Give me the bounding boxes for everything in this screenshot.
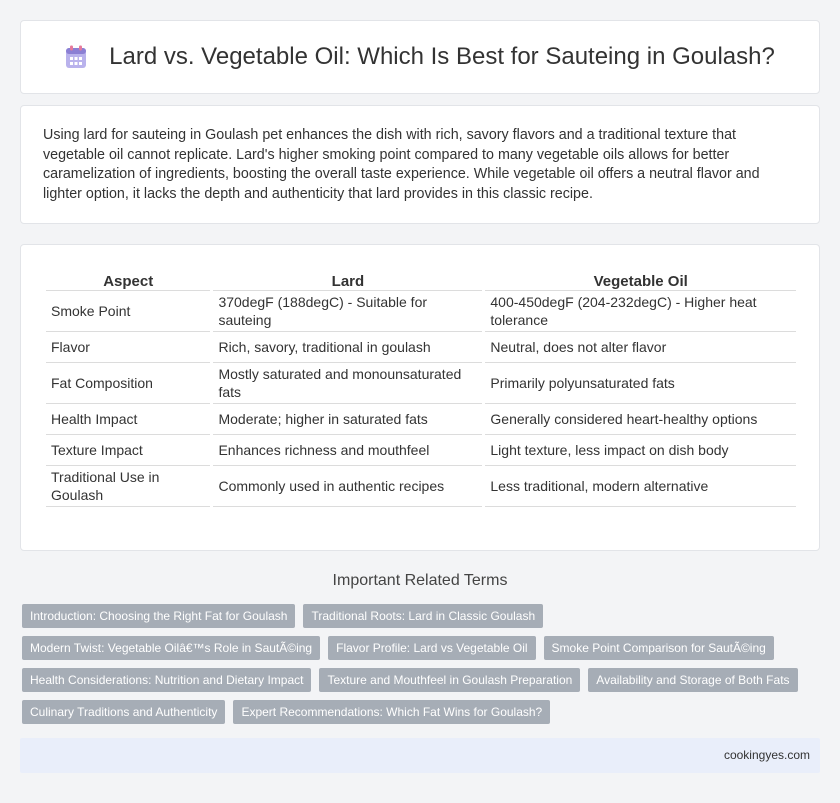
header-vegetable-oil: Vegetable Oil — [485, 265, 796, 291]
related-tag[interactable]: Expert Recommendations: Which Fat Wins for Goulash? — [233, 700, 550, 724]
intro-paragraph: Using lard for sauteing in Goulash pet enhances the dish with rich, savory flavors and a traditional texture that vegetable oil cannot replicate. Lard's higher smoking point compared to many vegetable oils allows for better caramelization of ingredients, boosting the overall taste experience. While vegetable oil offers a neutral flavor and lighter option, it lacks the depth and authenticity that lard provides in this classic recipe. — [43, 127, 760, 202]
related-terms-title: Important Related Terms — [332, 572, 508, 589]
table-row — [46, 291, 796, 332]
table-row — [46, 404, 796, 435]
related-tag[interactable]: Traditional Roots: Lard in Classic Goulash — [303, 604, 543, 628]
table-row — [46, 363, 796, 404]
table-header-row — [46, 265, 796, 291]
related-tag[interactable]: Modern Twist: Vegetable Oilâ€™s Role in SautÃ©ing — [22, 636, 320, 660]
lard-cell: Commonly used in authentic recipes — [213, 466, 482, 507]
vegetable-oil-cell: 400-450degF (204-232degC) - Higher heat tolerance — [485, 291, 796, 332]
lard-cell: 370degF (188degC) - Suitable for sauteing — [213, 291, 482, 332]
vegetable-oil-cell: Generally considered heart-healthy options — [485, 404, 796, 435]
related-tag[interactable]: Health Considerations: Nutrition and Dietary Impact — [22, 668, 311, 692]
table-row — [46, 435, 796, 466]
vegetable-oil-cell: Neutral, does not alter flavor — [485, 332, 796, 363]
aspect-cell: Smoke Point — [46, 291, 210, 332]
lard-cell: Moderate; higher in saturated fats — [213, 404, 482, 435]
footer — [20, 738, 820, 773]
header-aspect: Aspect — [46, 265, 210, 291]
related-terms-list — [22, 604, 812, 724]
table-row — [46, 332, 796, 363]
page-title: Lard vs. Vegetable Oil: Which Is Best for Sauteing in Goulash? — [109, 43, 775, 70]
table-row — [46, 466, 796, 507]
related-tag[interactable]: Availability and Storage of Both Fats — [588, 668, 797, 692]
lard-cell: Rich, savory, traditional in goulash — [213, 332, 482, 363]
comparison-card — [20, 244, 820, 551]
related-tag[interactable]: Introduction: Choosing the Right Fat for Goulash — [22, 604, 295, 628]
vegetable-oil-cell: Primarily polyunsaturated fats — [485, 363, 796, 404]
related-tag[interactable]: Flavor Profile: Lard vs Vegetable Oil — [328, 636, 535, 660]
related-tag[interactable]: Culinary Traditions and Authenticity — [22, 700, 225, 724]
header-lard: Lard — [213, 265, 482, 291]
aspect-cell: Texture Impact — [46, 435, 210, 466]
calendar-icon — [65, 45, 87, 69]
related-tag[interactable]: Smoke Point Comparison for SautÃ©ing — [544, 636, 774, 660]
related-tag[interactable]: Texture and Mouthfeel in Goulash Preparation — [319, 668, 580, 692]
comparison-table — [43, 265, 799, 507]
intro-card — [20, 105, 820, 224]
aspect-cell: Flavor — [46, 332, 210, 363]
vegetable-oil-cell: Light texture, less impact on dish body — [485, 435, 796, 466]
aspect-cell: Traditional Use in Goulash — [46, 466, 210, 507]
lard-cell: Mostly saturated and monounsaturated fats — [213, 363, 482, 404]
aspect-cell: Fat Composition — [46, 363, 210, 404]
aspect-cell: Health Impact — [46, 404, 210, 435]
vegetable-oil-cell: Less traditional, modern alternative — [485, 466, 796, 507]
footer-site-link[interactable]: cookingyes.com — [723, 748, 810, 762]
lard-cell: Enhances richness and mouthfeel — [213, 435, 482, 466]
header-card — [20, 20, 820, 94]
